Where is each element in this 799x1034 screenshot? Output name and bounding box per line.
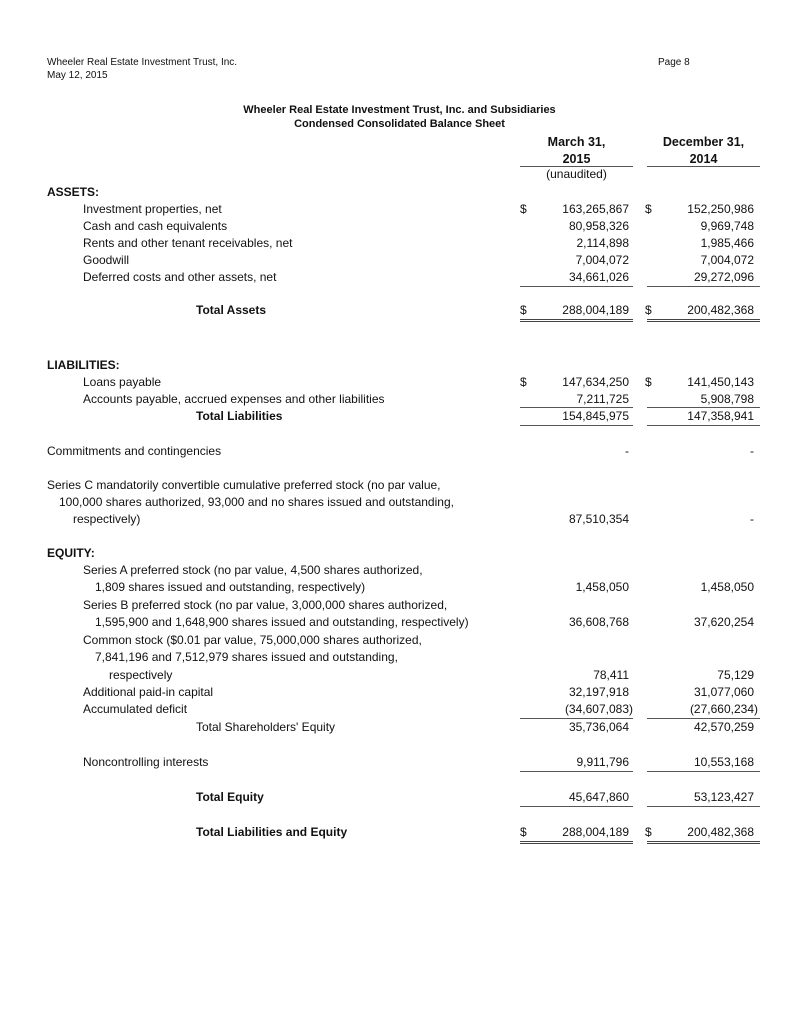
col1-value: (34,607,083)	[564, 702, 633, 716]
col2-grand-total-rule	[647, 841, 760, 844]
row-label: Series C mandatorily convertible cumulative preferred stock (no par value,	[47, 478, 441, 492]
statement-title: Wheeler Real Estate Investment Trust, Inc. and Subsidiaries	[243, 104, 556, 116]
col1-value: 7,004,072	[575, 253, 629, 267]
row-label: Accumulated deficit	[83, 702, 188, 716]
col2-value: 42,570,259	[693, 720, 754, 734]
total-assets-label: Total Assets	[196, 303, 267, 317]
col1-header	[520, 134, 633, 168]
row-label: 1,809 shares issued and outstanding, respectively)	[95, 580, 366, 594]
col1-value: 9,911,796	[576, 755, 629, 769]
row-label: Commitments and contingencies	[47, 444, 222, 458]
col1-grand-total-rule	[520, 841, 633, 844]
table-row	[0, 201, 799, 218]
series-c-row-cont	[0, 511, 799, 528]
col1-value: $ 288,004,189	[520, 825, 629, 839]
total-equity-row	[0, 789, 799, 806]
col2-total-rule	[647, 806, 760, 807]
page-number: Page 8	[658, 57, 690, 68]
unaudited-note: (unaudited)	[546, 167, 607, 181]
row-label: 100,000 shares authorized, 93,000 and no shares issued and outstanding,	[59, 495, 454, 509]
row-label: 7,841,196 and 7,512,979 shares issued and outstanding,	[95, 650, 398, 664]
col2-subtotal-rule	[647, 286, 760, 287]
total-liabilities-equity-row	[0, 824, 799, 841]
col1-value: 78,411	[593, 668, 629, 682]
col2-subtotal-rule	[647, 771, 760, 772]
col2-value: 147,358,941	[687, 409, 754, 423]
col2-value: $ 141,450,143	[645, 375, 754, 389]
col1-value: 32,197,918	[568, 685, 629, 699]
series-b-row	[0, 597, 799, 614]
apic-row	[0, 684, 799, 701]
col2-value: (27,660,234)	[689, 702, 758, 716]
col1-total-rule	[520, 319, 633, 322]
col2-value: $ 152,250,986	[645, 202, 754, 216]
col1-value: 80,958,326	[568, 219, 629, 233]
series-c-row	[0, 477, 799, 494]
deficit-row	[0, 701, 799, 718]
col2-value: 31,077,060	[693, 685, 754, 699]
col1-header-line2: 2015	[562, 152, 591, 166]
common-stock-row-cont	[0, 667, 799, 684]
common-stock-row	[0, 632, 799, 649]
row-label: Investment properties, net	[83, 202, 222, 216]
col1-value: 36,608,768	[568, 615, 629, 629]
col1-subtotal-rule	[520, 771, 633, 772]
col2-value: $ 200,482,368	[645, 303, 754, 317]
col1-value: $ 147,634,250	[520, 375, 629, 389]
col1-value: -	[625, 444, 629, 458]
row-label: Noncontrolling interests	[83, 755, 209, 769]
row-label: 1,595,900 and 1,648,900 shares issued and outstanding, respectively)	[95, 615, 469, 629]
col2-value: 29,272,096	[693, 270, 754, 284]
row-label: Series B preferred stock (no par value, 3,000,000 shares authorized,	[83, 598, 448, 612]
row-label: Common stock ($0.01 par value, 75,000,000 shares authorized,	[83, 633, 422, 647]
col2-value: 1,458,050	[700, 580, 754, 594]
row-label: Loans payable	[83, 375, 162, 389]
statement-subtitle: Condensed Consolidated Balance Sheet	[294, 118, 505, 130]
col2-header-line1: December 31,	[662, 135, 745, 149]
col2-value: 75,129	[717, 668, 754, 682]
col2-value: $ 200,482,368	[645, 825, 754, 839]
col2-value: 53,123,427	[693, 790, 754, 804]
col2-value: 10,553,168	[693, 755, 754, 769]
col2-value: 7,004,072	[700, 253, 754, 267]
liabilities-heading: LIABILITIES:	[47, 358, 120, 372]
row-label: respectively)	[73, 512, 141, 526]
commitments-row	[0, 443, 799, 460]
assets-heading-row	[0, 184, 799, 201]
report-date: May 12, 2015	[47, 70, 108, 81]
col2-header-rule	[647, 166, 760, 167]
col1-value: 1,458,050	[575, 580, 629, 594]
table-row	[0, 374, 799, 391]
col2-header	[647, 134, 760, 168]
table-row	[0, 235, 799, 252]
assets-heading: ASSETS:	[47, 185, 100, 199]
col2-value: -	[750, 512, 754, 526]
col1-value: 45,647,860	[568, 790, 629, 804]
series-c-row-cont	[0, 494, 799, 511]
col1-total-rule	[520, 806, 633, 807]
col2-value: 5,908,798	[700, 392, 754, 406]
row-label: respectively	[109, 668, 173, 682]
col1-value: 87,510,354	[568, 512, 629, 526]
row-label: Deferred costs and other assets, net	[83, 270, 277, 284]
col1-value: $ 288,004,189	[520, 303, 629, 317]
row-label: Total Equity	[196, 790, 264, 804]
col1-header-line1: March 31,	[547, 135, 606, 149]
common-stock-row-cont	[0, 649, 799, 666]
series-a-row	[0, 562, 799, 579]
col1-value: 34,661,026	[568, 270, 629, 284]
row-label: Total Liabilities and Equity	[196, 825, 348, 839]
col1-total-rule	[520, 425, 633, 426]
series-b-row-cont	[0, 614, 799, 631]
col2-value: 9,969,748	[700, 219, 754, 233]
liabilities-heading-row	[0, 357, 799, 374]
series-a-row-cont	[0, 579, 799, 596]
total-liabilities-label: Total Liabilities	[196, 409, 283, 423]
row-label: Goodwill	[83, 253, 130, 267]
col2-header-line2: 2014	[689, 152, 718, 166]
col2-value: 37,620,254	[693, 615, 754, 629]
equity-heading-row	[0, 545, 799, 562]
row-label: Series A preferred stock (no par value, 4,500 shares authorized,	[83, 563, 423, 577]
row-label: Additional paid-in capital	[83, 685, 214, 699]
col1-value: 154,845,975	[562, 409, 629, 423]
noncontrolling-row	[0, 754, 799, 771]
table-row	[0, 218, 799, 235]
col2-value: -	[750, 444, 754, 458]
col2-value: 1,985,466	[700, 236, 754, 250]
row-label: Accounts payable, accrued expenses and other liabilities	[83, 392, 385, 406]
table-row	[0, 391, 799, 408]
row-label: Total Shareholders' Equity	[196, 720, 336, 734]
col2-total-rule	[647, 319, 760, 322]
col1-value: 35,736,064	[568, 720, 629, 734]
col1-value: 2,114,898	[576, 236, 629, 250]
row-label: Rents and other tenant receivables, net	[83, 236, 293, 250]
col2-total-rule	[647, 425, 760, 426]
table-row	[0, 252, 799, 269]
equity-heading: EQUITY:	[47, 546, 95, 560]
company-name: Wheeler Real Estate Investment Trust, Inc.	[47, 57, 238, 68]
total-assets-row	[0, 302, 799, 319]
col1-value: $ 163,265,867	[520, 202, 629, 216]
table-row	[0, 269, 799, 286]
total-shareholders-equity-row	[0, 719, 799, 736]
total-liabilities-row	[0, 408, 799, 425]
col1-subtotal-rule	[520, 286, 633, 287]
col1-value: 7,211,725	[576, 392, 629, 406]
row-label: Cash and cash equivalents	[83, 219, 228, 233]
